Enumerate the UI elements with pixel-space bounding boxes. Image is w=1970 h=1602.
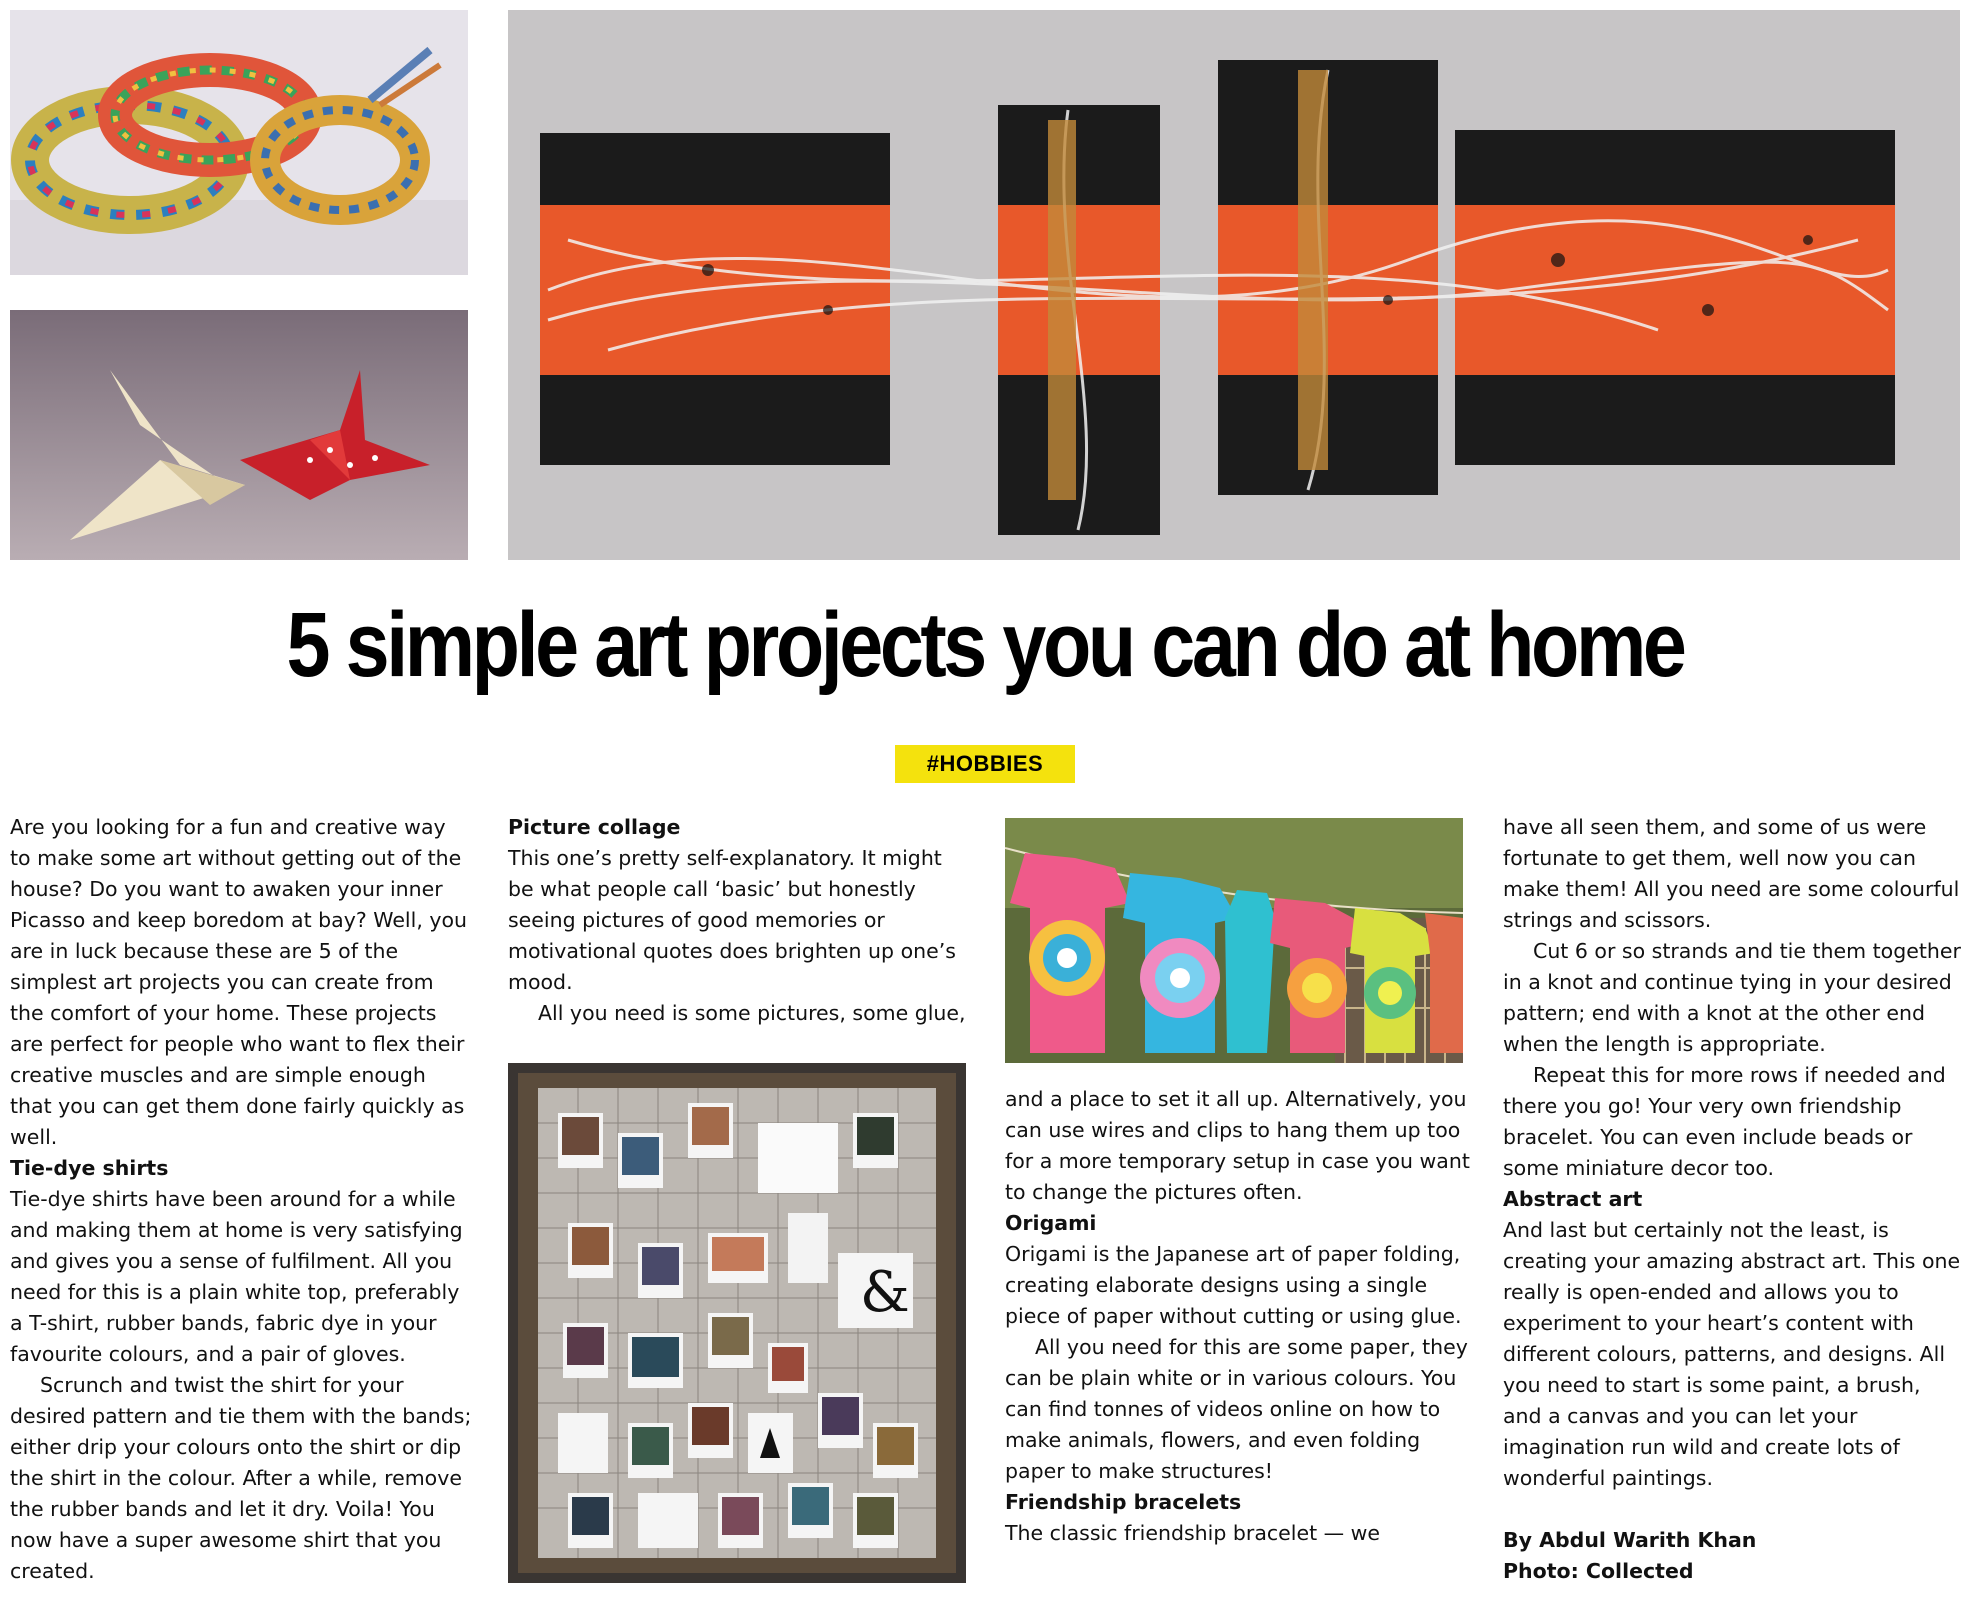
photo-credit: Photo: Collected (1503, 1559, 1694, 1583)
column-2 (508, 812, 970, 1029)
bracelet-paragraph-3: Repeat this for more rows if needed and there you go! Your very own friendship bracelet. You can even include beads or some miniature decor too. (1503, 1063, 1946, 1180)
headline: 5 simple art projects you can do at home (286, 594, 1684, 696)
spacer (1503, 1494, 1965, 1525)
origami-heading: Origami (1005, 1211, 1097, 1235)
svg-text:&: & (860, 1260, 910, 1325)
column-3 (1005, 1084, 1470, 1549)
tiedye-heading: Tie-dye shirts (10, 1156, 169, 1180)
collage-heading: Picture collage (508, 815, 681, 839)
collage-paragraph-continued: and a place to set it all up. Alternatively, you can use wires and clips to hang them up too for a more temporary setup in case you want to change the pictures often. (1005, 1087, 1470, 1204)
abstract-heading: Abstract art (1503, 1187, 1643, 1211)
bracelets-photo (10, 10, 468, 275)
collage-paragraph-1: This one’s pretty self-explanatory. It might be what people call ‘basic’ but honestly seeing pictures of good memories or motivational quotes does brighten up one’s mood. (508, 846, 956, 994)
column-1 (10, 812, 472, 1587)
abstract-paragraph-1: And last but certainly not the least, is creating your amazing abstract art. This one really is open-ended and allows you to experiment to your heart’s content with different colours, patterns, and designs. All you need to start is some paint, a brush, and a canvas and you can let your imagination run wild and create lots of wonderful paintings. (1503, 1218, 1961, 1490)
tiedye-paragraph-1: Tie-dye shirts have been around for a while and making them at home is very satisfying and gives you a sense of fulfilment. All you need for this is a plain white top, preferably a T-shirt, rubber bands, fabric dye in your favourite colours, and a pair of gloves. (10, 1187, 463, 1366)
origami-paragraph-2: All you need for this are some paper, they can be plain white or in various colours. You can find tonnes of videos online on how to make animals, flowers, and even folding paper to make structures! (1005, 1335, 1468, 1483)
bracelet-paragraph-1: The classic friendship bracelet — we (1005, 1521, 1381, 1545)
bracelet-heading: Friendship bracelets (1005, 1490, 1242, 1514)
origami-photo (10, 310, 468, 560)
tiedye-paragraph-2: Scrunch and twist the shirt for your desired pattern and tie them with the bands; either drip your colours onto the shirt or dip the shirt in the colour. After a while, remove the rubber bands and let it dry. Voila! You now have a super awesome shirt that you created. (10, 1373, 472, 1583)
intro-paragraph: Are you looking for a fun and creative way to make some art without getting out of the house? Do you want to awaken your inner Picasso and keep boredom at bay? Well, you are in luck because these are 5 of the simplest art projects you can create from the comfort of your home. These projects are perfect for people who want to flex their creative muscles and are simple enough that you can get them done fairly quickly as well. (10, 815, 468, 1149)
collage-photo (508, 1063, 966, 1583)
byline: By Abdul Warith Khan (1503, 1528, 1757, 1552)
bracelet-paragraph-2: Cut 6 or so strands and tie them together in a knot and continue tying in your desired pattern; end with a knot at the other end when the length is appropriate. (1503, 939, 1961, 1056)
column-4 (1503, 812, 1965, 1587)
origami-paragraph-1: Origami is the Japanese art of paper folding, creating elaborate designs using a single piece of paper without cutting or using glue. (1005, 1242, 1462, 1328)
category-tag: #HOBBIES (895, 745, 1075, 783)
collage-paragraph-2: All you need is some pictures, some glue, (538, 1001, 966, 1025)
abstract-art-photo (508, 10, 1960, 560)
bracelet-paragraph-continued: have all seen them, and some of us were fortunate to get them, well now you can make them! All you need are some colourful strings and scissors. (1503, 815, 1960, 932)
tiedye-photo (1005, 818, 1463, 1063)
